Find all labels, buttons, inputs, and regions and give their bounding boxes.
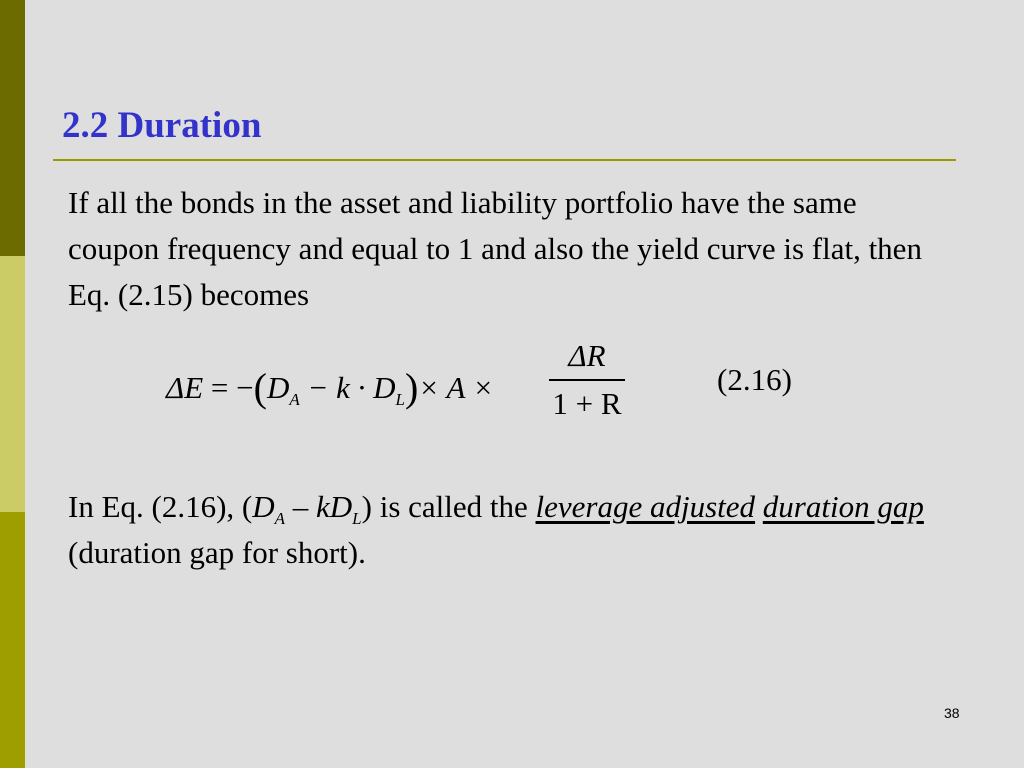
eq-close-paren: ) — [405, 365, 419, 410]
body-paragraph-1: If all the bonds in the asset and liability portfolio have the same coupon frequency and equal to 1 and also the yield curve is flat, then Eq. (2.15) becomes — [68, 185, 922, 312]
body-paragraph-2 — [68, 484, 948, 576]
eq-equals-minus: = − — [203, 370, 254, 405]
eq-numerator: ΔR — [568, 338, 606, 373]
sidebar-decoration — [0, 0, 25, 768]
para2-sub-a: A — [274, 509, 286, 528]
para2-d: D — [252, 489, 275, 524]
term-duration-gap: duration gap — [762, 489, 924, 524]
sidebar-segment-top — [0, 0, 25, 256]
eq-open-paren: ( — [253, 365, 267, 410]
eq-times-a: × A × — [418, 370, 494, 405]
eq-sub-l: L — [395, 390, 406, 409]
eq-minus-k: − k · — [299, 370, 374, 405]
title-divider — [53, 159, 956, 161]
page-number: 38 — [944, 705, 960, 721]
slide-title: 2.2 Duration — [62, 105, 262, 146]
para2-minus-kd: – kD — [285, 489, 353, 524]
para2-text-1: In Eq. (2.16), ( — [68, 489, 253, 524]
equation-number: (2.16) — [717, 362, 792, 397]
sidebar-segment-bottom — [0, 512, 25, 768]
para2-space — [755, 489, 763, 524]
equation-2-16 — [166, 334, 646, 429]
para2-sub-l: L — [352, 509, 362, 528]
eq-sub-a: A — [289, 390, 300, 409]
eq-fraction-bar — [549, 379, 625, 381]
eq-d-l: D — [373, 370, 396, 405]
eq-delta-e: ΔE — [166, 370, 204, 405]
term-leverage-adjusted: leverage adjusted — [535, 489, 756, 524]
sidebar-segment-middle — [0, 256, 25, 512]
eq-d-a: D — [266, 370, 290, 405]
eq-denominator: 1 + R — [552, 386, 622, 421]
para2-text-2: ) is called the — [361, 489, 536, 524]
equation-lhs — [166, 364, 494, 411]
para2-text-3: (duration gap for short). — [68, 535, 366, 570]
equation-fraction — [549, 336, 625, 424]
